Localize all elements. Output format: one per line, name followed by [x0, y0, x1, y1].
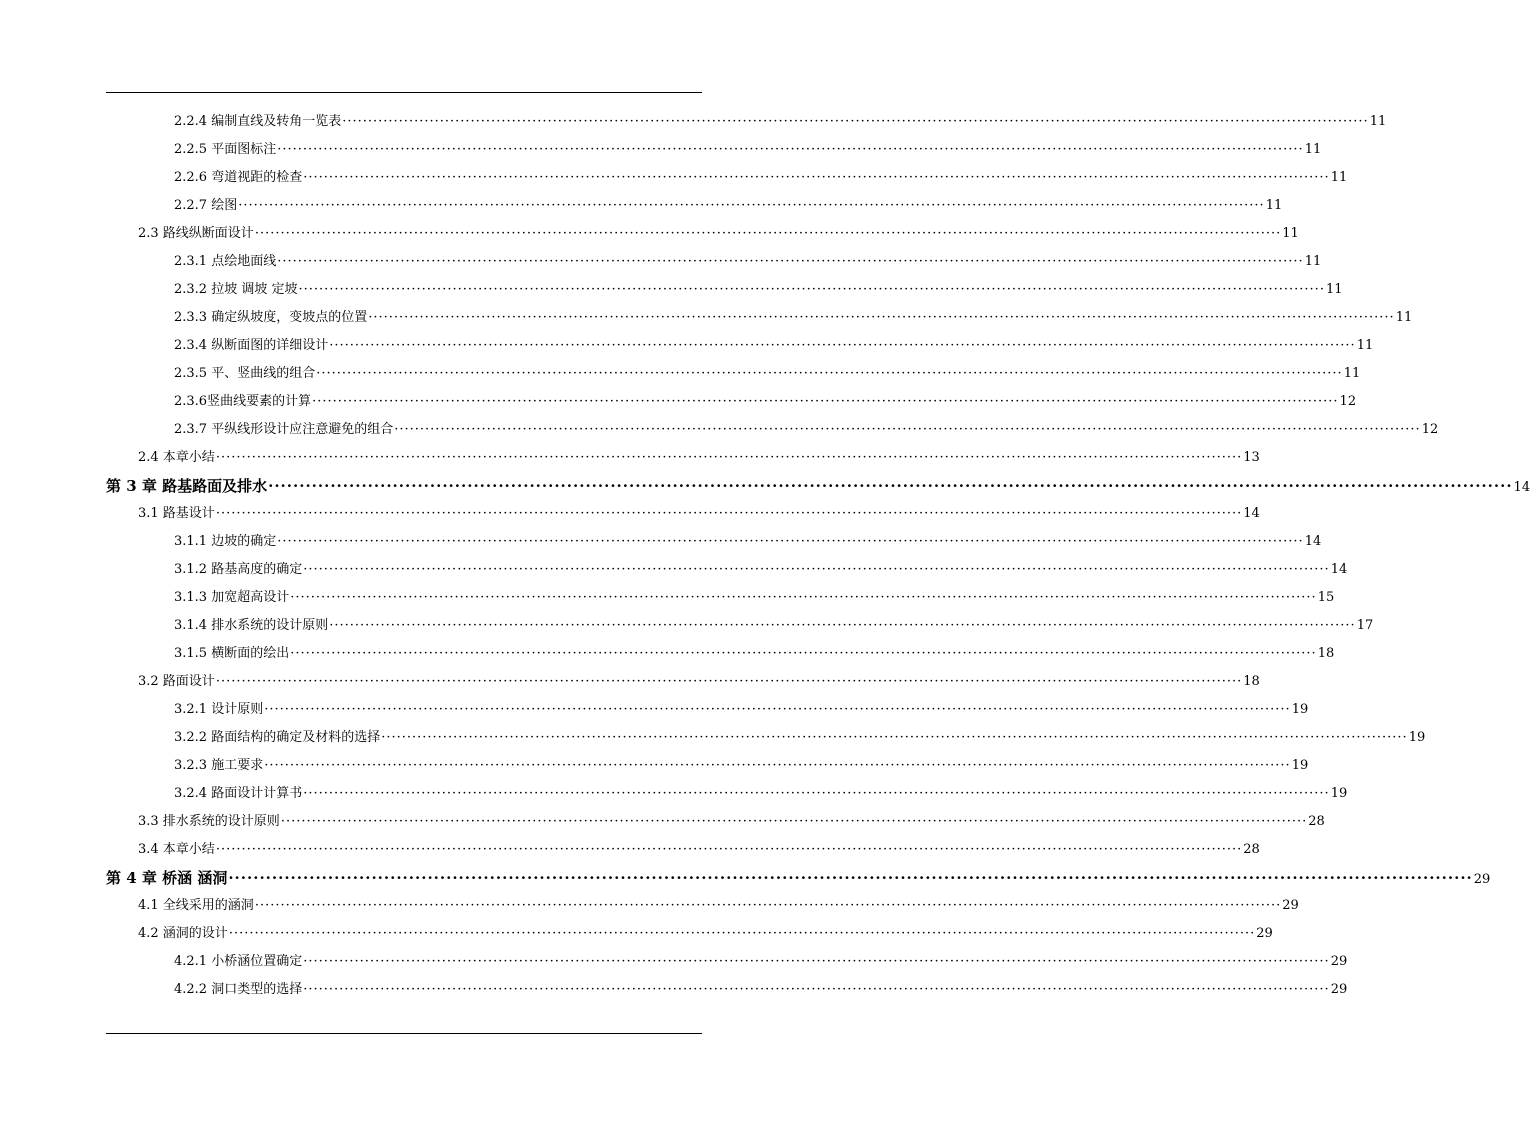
toc-entry-title: 3.2.4 路面设计计算书: [174, 786, 303, 801]
toc-leader-dots: ········································································································································································································: [280, 814, 1308, 829]
toc-leader-dots: ········································································································································································································: [342, 114, 1369, 129]
toc-entry-title: 3.2.3 施工要求: [174, 758, 264, 773]
toc-entry[interactable]: [174, 140, 1322, 160]
toc-page-number: 11: [1330, 170, 1348, 185]
toc-entry-title: 3.1.2 路基高度的确定: [174, 562, 303, 577]
toc-page-number: 11: [1325, 282, 1343, 297]
toc-page-number: 18: [1317, 646, 1335, 661]
toc-entry[interactable]: [138, 672, 1260, 692]
toc-entry[interactable]: [174, 532, 1322, 552]
toc-leader-dots: ········································································································································································································: [290, 646, 1317, 661]
toc-page-number: 11: [1304, 254, 1322, 269]
toc-entry-title: 3.1.1 边坡的确定: [174, 534, 277, 549]
toc-entry-title: 3.2.2 路面结构的确定及材料的选择: [174, 730, 381, 745]
toc-leader-dots: ········································································································································································································: [329, 618, 1356, 633]
toc-leader-dots: ········································································································································································································: [298, 282, 1325, 297]
toc-leader-dots: ········································································································································································································: [277, 142, 1304, 157]
toc-entry-title: 4.2.2 洞口类型的选择: [174, 982, 303, 997]
toc-entry-title: 2.3 路线纵断面设计: [138, 226, 254, 241]
toc-entry[interactable]: [174, 280, 1343, 300]
toc-leader-dots: ········································································································································································································: [277, 254, 1304, 269]
toc-entry-title: 2.3.7 平纵线形设计应注意避免的组合: [174, 422, 394, 437]
toc-entry[interactable]: [174, 112, 1387, 132]
toc-page-number: 29: [1256, 926, 1273, 941]
toc-entry[interactable]: [138, 924, 1273, 944]
footer-rule: [106, 1033, 702, 1034]
toc-leader-dots: ········································································································································································································: [215, 506, 1243, 521]
toc-entry[interactable]: [174, 560, 1348, 580]
toc-leader-dots: ········································································································································································································: [228, 869, 1473, 887]
toc-page-number: 13: [1243, 450, 1260, 465]
toc-page-number: 14: [1330, 562, 1348, 577]
toc-entry[interactable]: [174, 308, 1413, 328]
toc-entry[interactable]: [174, 392, 1357, 412]
toc-page-number: 19: [1291, 758, 1309, 773]
toc-page-number: 11: [1304, 142, 1322, 157]
toc-entry[interactable]: [174, 252, 1322, 272]
toc-leader-dots: ········································································································································································································: [277, 534, 1304, 549]
toc-chapter-entry[interactable]: [106, 868, 1491, 890]
toc-entry[interactable]: [138, 504, 1260, 524]
toc-entry-title: 2.4 本章小结: [138, 450, 215, 465]
toc-page-number: 12: [1421, 422, 1439, 437]
toc-entry-title: 2.3.1 点绘地面线: [174, 254, 277, 269]
toc-page-number: 12: [1339, 394, 1357, 409]
toc-entry-title: 2.3.5 平、竖曲线的组合: [174, 366, 316, 381]
toc-page-number: 11: [1282, 226, 1299, 241]
toc-page-number: 11: [1369, 114, 1387, 129]
toc-entry-title: 第 3 章 路基路面及排水: [106, 477, 268, 495]
toc-leader-dots: ········································································································································································································: [316, 366, 1343, 381]
toc-leader-dots: ········································································································································································································: [303, 562, 1330, 577]
toc-page-number: 15: [1317, 590, 1335, 605]
toc-entry-title: 2.3.6竖曲线要素的计算: [174, 394, 312, 409]
toc-entry[interactable]: [174, 336, 1374, 356]
toc-entry[interactable]: [174, 196, 1283, 216]
toc-leader-dots: ········································································································································································································: [290, 590, 1317, 605]
toc-leader-dots: ········································································································································································································: [215, 674, 1243, 689]
toc-entry[interactable]: [174, 756, 1309, 776]
toc-entry[interactable]: [174, 980, 1348, 1000]
toc-chapter-entry[interactable]: [106, 476, 1530, 498]
toc-leader-dots: ········································································································································································································: [381, 730, 1408, 745]
toc-entry-title: 2.2.6 弯道视距的检查: [174, 170, 303, 185]
toc-leader-dots: ········································································································································································································: [394, 422, 1421, 437]
toc-leader-dots: ········································································································································································································: [303, 786, 1330, 801]
toc-entry[interactable]: [174, 728, 1426, 748]
toc-page-number: 14: [1243, 506, 1260, 521]
toc-page-number: 14: [1513, 480, 1530, 495]
toc-entry-title: 第 4 章 桥涵 涵洞: [106, 869, 228, 887]
toc-leader-dots: ········································································································································································································: [264, 702, 1291, 717]
toc-page-number: 14: [1304, 534, 1322, 549]
toc-entry-title: 4.1 全线采用的涵洞: [138, 898, 254, 913]
toc-page-number: 17: [1356, 618, 1374, 633]
toc-entry-title: 3.2 路面设计: [138, 674, 215, 689]
toc-page-number: 29: [1330, 982, 1348, 997]
toc-page-number: 11: [1395, 310, 1413, 325]
toc-entry-title: 4.2 涵洞的设计: [138, 926, 228, 941]
toc-entry-title: 2.3.4 纵断面图的详细设计: [174, 338, 329, 353]
toc-entry-title: 3.2.1 设计原则: [174, 702, 264, 717]
toc-leader-dots: ········································································································································································································: [254, 226, 1282, 241]
toc-leader-dots: ········································································································································································································: [303, 954, 1330, 969]
toc-page-number: 11: [1356, 338, 1374, 353]
toc-page-number: 29: [1282, 898, 1299, 913]
toc-entry-title: 3.4 本章小结: [138, 842, 215, 857]
toc-entry-title: 3.3 排水系统的设计原则: [138, 814, 280, 829]
toc-leader-dots: ········································································································································································································: [215, 842, 1243, 857]
toc-entry-title: 4.2.1 小桥涵位置确定: [174, 954, 303, 969]
toc-entry-title: 3.1.5 横断面的绘出: [174, 646, 290, 661]
toc-entry[interactable]: [174, 420, 1439, 440]
toc-leader-dots: ········································································································································································································: [329, 338, 1356, 353]
toc-entry[interactable]: [138, 812, 1325, 832]
toc-leader-dots: ········································································································································································································: [268, 477, 1513, 495]
toc-page-number: 29: [1330, 954, 1348, 969]
toc-entry[interactable]: [138, 840, 1260, 860]
toc-page-number: 19: [1408, 730, 1426, 745]
toc-leader-dots: ········································································································································································································: [368, 310, 1395, 325]
toc-entry-title: 3.1.4 排水系统的设计原则: [174, 618, 329, 633]
toc-leader-dots: ········································································································································································································: [264, 758, 1291, 773]
toc-leader-dots: ········································································································································································································: [238, 198, 1265, 213]
toc-entry[interactable]: [174, 616, 1374, 636]
toc-leader-dots: ········································································································································································································: [303, 170, 1330, 185]
toc-page-number: 19: [1330, 786, 1348, 801]
toc-entry[interactable]: [174, 784, 1348, 804]
toc-entry-title: 2.2.4 编制直线及转角一览表: [174, 114, 342, 129]
toc-entry-title: 2.3.2 拉坡 调坡 定坡: [174, 282, 298, 297]
toc-entry[interactable]: [174, 644, 1335, 664]
toc-leader-dots: ········································································································································································································: [312, 394, 1339, 409]
toc-leader-dots: ········································································································································································································: [303, 982, 1330, 997]
toc-page-number: 28: [1308, 814, 1325, 829]
toc-entry-title: 2.3.3 确定纵坡度，变坡点的位置: [174, 310, 368, 325]
toc-leader-dots: ········································································································································································································: [215, 450, 1243, 465]
toc-entry[interactable]: [174, 700, 1309, 720]
toc-page-number: 11: [1265, 198, 1283, 213]
toc-page-number: 29: [1473, 872, 1491, 887]
toc-page-number: 11: [1343, 366, 1361, 381]
header-rule: [106, 92, 702, 93]
toc-entry[interactable]: [174, 168, 1348, 188]
toc-page-number: 28: [1243, 842, 1260, 857]
toc-entry[interactable]: [174, 364, 1361, 384]
toc-page-number: 18: [1243, 674, 1260, 689]
toc-entry-title: 3.1 路基设计: [138, 506, 215, 521]
toc-leader-dots: ········································································································································································································: [254, 898, 1282, 913]
toc-entry[interactable]: [138, 896, 1299, 916]
toc-leader-dots: ········································································································································································································: [228, 926, 1256, 941]
toc-entry[interactable]: [174, 588, 1335, 608]
toc-entry[interactable]: [138, 224, 1299, 244]
toc-entry-title: 2.2.5 平面图标注: [174, 142, 277, 157]
toc-entry-title: 3.1.3 加宽超高设计: [174, 590, 290, 605]
toc-entry[interactable]: [174, 952, 1348, 972]
toc-page-number: 19: [1291, 702, 1309, 717]
toc-entry[interactable]: [138, 448, 1260, 468]
toc-entry-title: 2.2.7 绘图: [174, 198, 238, 213]
